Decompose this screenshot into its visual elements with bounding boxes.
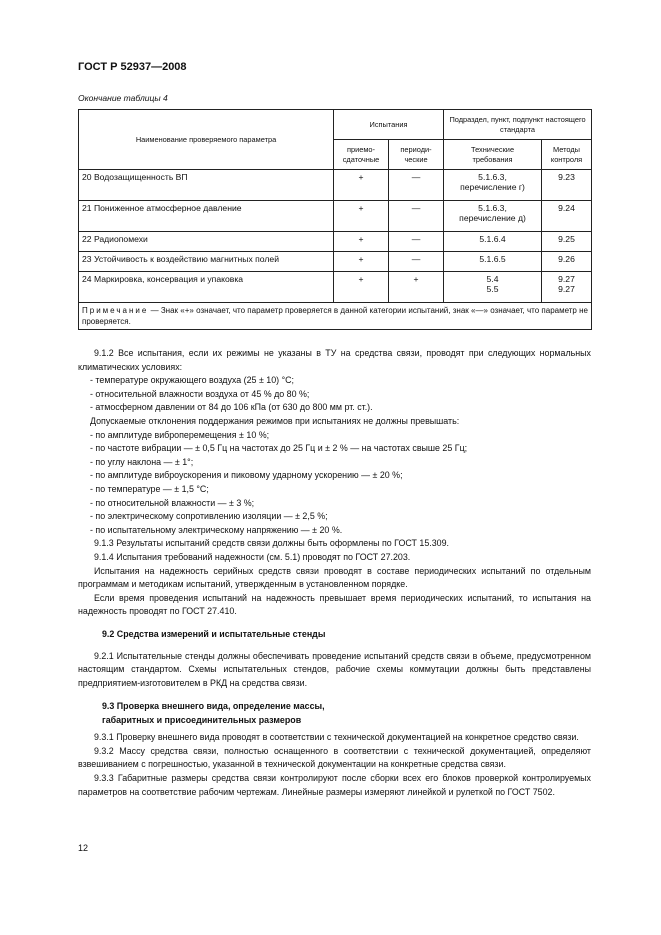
list-item: - по электрическому сопротивлению изоляции — ± 2,5 %; [90, 511, 328, 522]
section-title-9-3: 9.3 Проверка внешнего вида, определение массы, [102, 701, 325, 711]
row-requirements: 5.1.6.3, перечисление г) [444, 170, 542, 201]
paragraph-9-2-1: 9.2.1 Испытательные стенды должны обеспечивать проведение испытаний средств связи в объеме, предусмотренном настоящим стандартом. Схемы испытательных стендов, рабочие схемы коммутации должны быть представлены предприятием-изготовителем в РКД на средства связи. [78, 650, 591, 688]
row-name: 20 Водозащищенность ВП [79, 170, 334, 201]
row-periodic: — [389, 252, 444, 272]
row-name: 24 Маркировка, консервация и упаковка [79, 272, 334, 303]
row-name: 23 Устойчивость к воздействию магнитных полей [79, 252, 334, 272]
row-name: 22 Радиопомехи [79, 232, 334, 252]
header-param: Наименование проверяемого параметра [79, 110, 334, 170]
row-acceptance: + [334, 201, 389, 232]
row-acceptance: + [334, 170, 389, 201]
row-periodic: — [389, 170, 444, 201]
section-title-9-2: 9.2 Средства измерений и испытательные стенды [102, 629, 326, 639]
header-tests: Испытания [334, 110, 444, 140]
paragraph-9-1-3: 9.1.3 Результаты испытаний средств связи должны быть оформлены по ГОСТ 15.309. [94, 538, 449, 549]
header-subsection: Подраздел, пункт, подпункт настоящего стандарта [444, 110, 592, 140]
list-item: - по амплитуде виброперемещения ± 10 %; [90, 429, 270, 440]
list-item: - по углу наклона — ± 1°; [90, 456, 194, 467]
table-row [79, 272, 592, 303]
paragraph-reliability-time: Если время проведения испытаний на надежность превышает время периодических испытаний, то испытания на надежность проводят по ГОСТ 27.410. [78, 592, 591, 617]
section-title-9-3-cont: габаритных и присоединительных размеров [102, 714, 302, 725]
body-section-9-3 [78, 700, 591, 799]
header-periodic: периоди- ческие [389, 140, 444, 170]
note-label: Примечание [82, 306, 149, 315]
table-row [79, 232, 592, 252]
note-text: — Знак «+» означает, что параметр проверяется в данной категории испытаний, знак «—» означает, что параметр не проверяется. [82, 306, 589, 326]
paragraph-9-1-2: 9.1.2 Все испытания, если их режимы не указаны в ТУ на средства связи, проводят при следующих нормальных климатических условиях: [78, 348, 591, 372]
list-item: - по относительной влажности — ± 3 %; [90, 497, 255, 508]
paragraph-9-3-2: 9.3.2 Массу средства связи, полностью оснащенного в соответствии с технической документацией, определяют взвешиванием с погрешностью, указанной в технической документации на конкретные средства связи. [78, 745, 591, 770]
row-name: 21 Пониженное атмосферное давление [79, 201, 334, 232]
row-methods: 9.25 [542, 232, 592, 252]
standard-header: ГОСТ Р 52937—2008 [78, 61, 187, 73]
row-requirements: 5.1.6.5 [444, 252, 542, 272]
list-item: - по температуре — ± 1,5 °С; [90, 483, 209, 494]
paragraph-reliability: Испытания на надежность серийных средств связи проводят в составе периодических испытаний по отдельным программам и методикам испытаний, утвержденным в установленном порядке. [78, 565, 591, 590]
list-item: - атмосферном давлении от 84 до 106 кПа (от 630 до 800 мм рт. ст.). [90, 402, 373, 413]
page-number: 12 [78, 843, 89, 853]
row-methods: 9.24 [542, 201, 592, 232]
row-acceptance: + [334, 272, 389, 303]
row-requirements: 5.4 5.5 [444, 272, 542, 303]
row-requirements: 5.1.6.4 [444, 232, 542, 252]
paragraph-9-1-4: 9.1.4 Испытания требований надежности (см. 5.1) проводят по ГОСТ 27.203. [94, 551, 411, 562]
table-note-row [79, 303, 592, 330]
row-acceptance: + [334, 252, 389, 272]
row-methods: 9.27 9.27 [542, 272, 592, 303]
table-caption: Окончание таблицы 4 [78, 93, 168, 103]
row-periodic: + [389, 272, 444, 303]
parameters-table [78, 109, 592, 330]
paragraph-9-3-3: 9.3.3 Габаритные размеры средства связи контролируют после сборки всех его блоков проверкой контролируемых параметров на соответствие рабочим чертежам. Линейные размеры измеряют линейкой и рулеткой по ГОСТ 7502. [78, 772, 591, 797]
header-acceptance: приемо- сдаточные [334, 140, 389, 170]
row-periodic: — [389, 201, 444, 232]
header-methods: Методы контроля [542, 140, 592, 170]
table-row [79, 252, 592, 272]
list-item: - по амплитуде виброускорения и пиковому ударному ускорению — ± 20 %; [90, 470, 403, 481]
row-acceptance: + [334, 232, 389, 252]
list-item: - температуре окружающего воздуха (25 ± 10) °С; [90, 375, 295, 386]
table-row [79, 170, 592, 201]
paragraph-9-3-1: 9.3.1 Проверку внешнего вида проводят в соответствии с технической документацией на конкретное средство связи. [94, 732, 579, 743]
row-methods: 9.26 [542, 252, 592, 272]
body-section-9-2 [78, 628, 591, 690]
row-methods: 9.23 [542, 170, 592, 201]
row-periodic: — [389, 232, 444, 252]
paragraph-deviations: Допускаемые отклонения поддержания режимов при испытаниях не должны превышать: [90, 415, 460, 426]
list-item: - по испытательному электрическому напряжению — ± 20 %. [90, 524, 343, 535]
list-item: - по частоте вибрации — ± 0,5 Гц на частотах до 25 Гц и ± 2 % — на частотах свыше 25 Гц; [90, 443, 468, 454]
body-section-9-1 [78, 347, 591, 619]
header-requirements: Технические требования [444, 140, 542, 170]
table-note [79, 303, 592, 330]
list-item: - относительной влажности воздуха от 45 % до 80 %; [90, 388, 310, 399]
table-row [79, 201, 592, 232]
row-requirements: 5.1.6.3, перечисление д) [444, 201, 542, 232]
